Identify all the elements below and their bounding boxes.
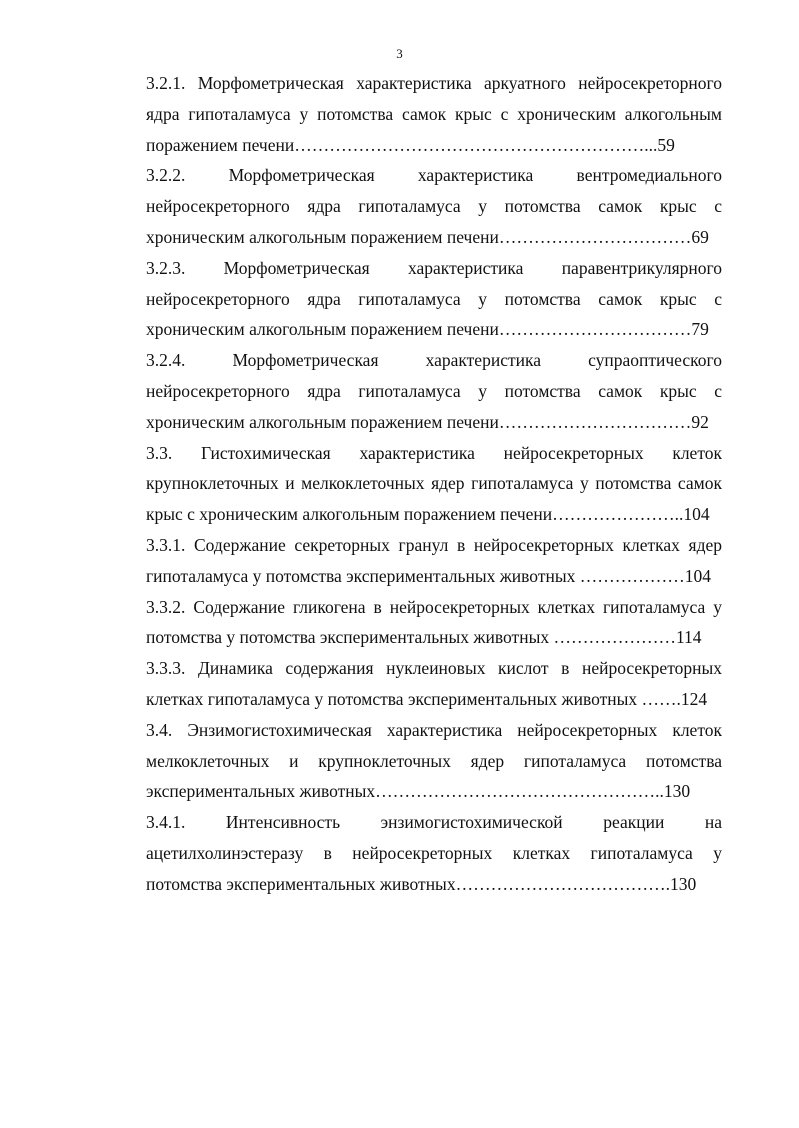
toc-line: 3.2.2. Морфометрическая характеристика вентромедиального: [146, 165, 722, 186]
toc-line-page-ref: хроническим алкогольным поражением печени……………………………92: [146, 411, 709, 432]
toc-line: 3.3.1. Содержание секреторных гранул в нейросекреторных клетках ядер: [146, 534, 722, 555]
table-of-contents: [146, 68, 722, 900]
toc-line: 3.2.1. Морфометрическая характеристика аркуатного нейросекреторного: [146, 73, 722, 93]
toc-line-page-ref: гипоталамуса у потомства экспериментальных животных ………………104: [146, 565, 711, 586]
toc-entry-3-3[interactable]: [146, 438, 722, 530]
page-number: 3: [396, 46, 403, 61]
toc-line: мелкоклеточных и крупноклеточных ядер гипоталамуса потомства: [146, 750, 722, 771]
toc-line-page-ref: хроническим алкогольным поражением печени……………………………79: [146, 319, 709, 340]
toc-line-page-ref: экспериментальных животных…………………………………………..130: [146, 781, 691, 802]
toc-line: 3.3. Гистохимическая характеристика нейросекреторных клеток: [146, 442, 722, 463]
toc-entry-3-3-3[interactable]: [146, 653, 722, 715]
toc-line: крупноклеточных и мелкоклеточных ядер гипоталамуса у потомства самок: [146, 473, 722, 494]
toc-entry-3-2-3[interactable]: [146, 253, 722, 345]
toc-line-page-ref: клетках гипоталамуса у потомства экспериментальных животных …….124: [146, 688, 708, 709]
toc-line: 3.3.3. Динамика содержания нуклеиновых кислот в нейросекреторных: [146, 658, 722, 679]
toc-entry-3-3-1[interactable]: [146, 530, 722, 592]
toc-line-page-ref: хроническим алкогольным поражением печени……………………………69: [146, 226, 709, 247]
toc-entry-3-2-2[interactable]: [146, 160, 722, 252]
toc-line: 3.4. Энзимогистохимическая характеристика нейросекреторных клеток: [146, 719, 722, 740]
toc-line: 3.3.2. Содержание гликогена в нейросекреторных клетках гипоталамуса у: [146, 596, 722, 617]
toc-line: 3.4.1. Интенсивность энзимогистохимической реакции на: [146, 812, 722, 833]
toc-line-page-ref: потомства у потомства экспериментальных животных …………………114: [146, 627, 702, 648]
toc-line: 3.2.4. Морфометрическая характеристика супраоптического: [146, 350, 722, 371]
toc-entry-3-4[interactable]: [146, 715, 722, 807]
toc-line-page-ref: поражением печени……………………………………………………...59: [146, 134, 675, 155]
toc-line: нейросекреторного ядра гипоталамуса у потомства самок крыс с: [146, 196, 722, 217]
toc-line: ядра гипоталамуса у потомства самок крыс с хроническим алкогольным: [146, 103, 722, 124]
toc-line: нейросекреторного ядра гипоталамуса у потомства самок крыс с: [146, 288, 722, 309]
toc-line: нейросекреторного ядра гипоталамуса у потомства самок крыс с: [146, 380, 722, 401]
toc-entry-3-2-1[interactable]: [146, 68, 722, 160]
toc-line-page-ref: крыс с хроническим алкогольным поражением печени…………………..104: [146, 504, 710, 525]
toc-line-page-ref: потомства экспериментальных животных……………………………….130: [146, 873, 697, 894]
toc-line: ацетилхолинэстеразу в нейросекреторных клетках гипоталамуса у: [146, 842, 722, 863]
toc-entry-3-3-2[interactable]: [146, 592, 722, 654]
toc-line: 3.2.3. Морфометрическая характеристика паравентрикулярного: [146, 257, 722, 278]
toc-entry-3-4-1[interactable]: [146, 807, 722, 899]
toc-entry-3-2-4[interactable]: [146, 345, 722, 437]
